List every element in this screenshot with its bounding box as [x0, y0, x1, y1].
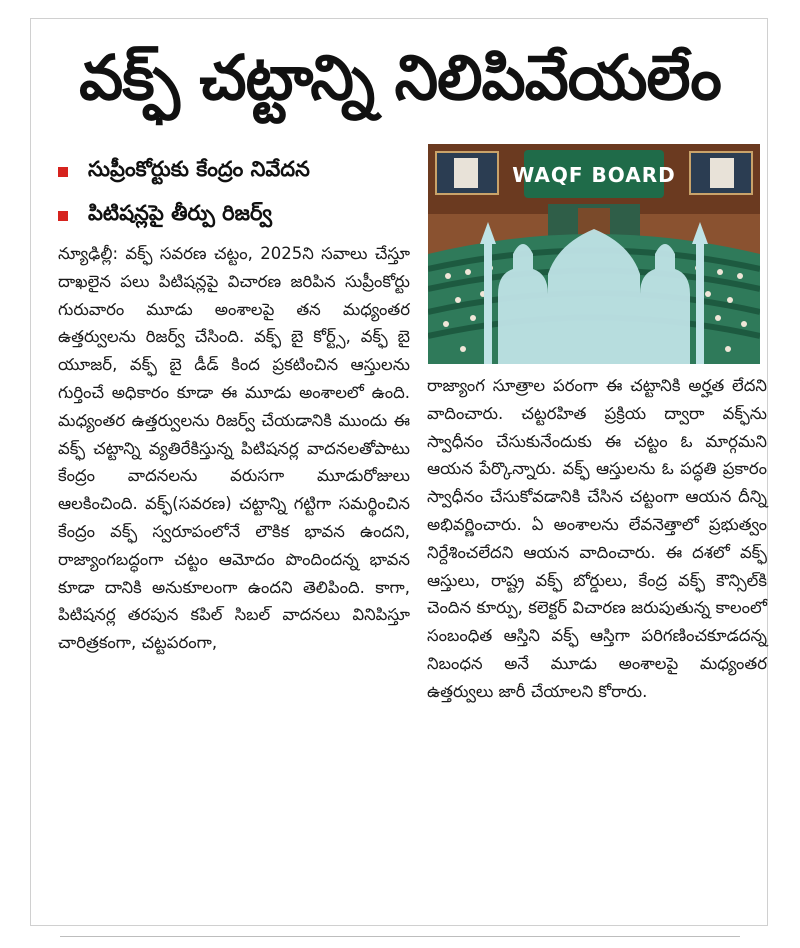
bottom-divider: [60, 936, 740, 937]
body-column-left: [58, 240, 410, 920]
sub-headline-2-text: పిటిషన్లపై తీర్పు రిజర్వ్: [88, 201, 273, 225]
sub-headline-2: [58, 194, 418, 238]
sub-headline-1-text: సుప్రీంకోర్టుకు కేంద్రం నివేదన: [88, 157, 310, 181]
parliament-photo: [428, 144, 760, 364]
parliament-illustration: [428, 144, 760, 364]
sub-headline-list: [58, 150, 418, 238]
headline: వక్ఫ్ చట్టాన్ని నిలిపివేయలేం: [79, 41, 721, 114]
sub-headline-1: [58, 150, 418, 194]
body-text-right: రాజ్యాంగ సూత్రాల పరంగా ఈ చట్టానికి అర్హత లేదని వాదించారు. చట్టరహిత ప్రక్రియ ద్వారా వక్ఫ్‌ను స్వాధీనం చేసుకునేందుకు ఈ చట్టం ఓ మార్గమని ఆయన పేర్కొన్నారు. వక్ఫ్ ఆస్తులను ఓ పద్ధతి ప్రకారం స్వాధీనం చేసుకోవడానికి చేసిన చట్టంగా ఆయన దీన్ని అభివర్ణించారు. ఏ అంశాలను లేవనెత్తాలో ప్రభుత్వం నిర్దేశించలేదని ఆయన వాదించారు. ఈ దశలో వక్ఫ్ ఆస్తులు, రాష్ట్ర వక్ఫ్ బోర్డులు, కేంద్ర వక్ఫ్ కౌన్సిల్‌కి చెందిన కూర్పు, కలెక్టర్ విచారణ జరుపుతున్న కాలంలో సంబంధిత ఆస్తిని వక్ఫ్ ఆస్తిగా పరిగణించకూడదన్న నిబంధన అనే మూడు అంశాలపై మధ్యంతర ఉత్తర్వులు జారీ చేయాలని కోరారు.: [427, 376, 767, 701]
red-square-bullet-icon: [58, 211, 68, 221]
body-text-left: న్యూఢిల్లీ: వక్ఫ్ సవరణ చట్టం, 2025ని సవాలు చేస్తూ దాఖలైన పలు పిటిషన్లపై విచారణ జరిపిన సుప్రీంకోర్టు గురువారం మూడు అంశాలపై తన మధ్యంతర ఉత్తర్వులను రిజర్వ్ చేసింది. వక్ఫ్ బై కోర్ట్స్, వక్ఫ్ బై యూజర్, వక్ఫ్ బై డీడ్ కింద ప్రకటించిన ఆస్తులను గుర్తించే అధికారం కూడా ఈ మూడు అంశాలలో ఉంది. మధ్యంతర ఉత్తర్వులను రిజర్వ్ చేయడానికి ముందు ఈ వక్ఫ్ చట్టాన్ని వ్యతిరేకిస్తున్న పిటిషనర్ల వాదనలతోపాటు కేంద్రం వాదనలను వరుసగా మూడురోజులు ఆలకించింది. వక్ఫ్(సవరణ) చట్టాన్ని గట్టిగా సమర్థించిన కేంద్రం వక్ఫ్ స్వరూపంలోనే లౌకిక భావన ఉందని, రాజ్యాంగబద్ధంగా చట్టం ఆమోదం పొందిందన్న భావన కూడా దానికి అనుకూలంగా ఉందని తెలిపింది. కాగా, పిటిషనర్ల తరపున కపిల్ సిబల్ వాదనలు వినిపిస్తూ చారిత్రకంగా, చట్టపరంగా,: [58, 244, 410, 653]
body-column-right: [427, 372, 767, 912]
banner-text: WAQF BOARD: [512, 163, 676, 187]
red-square-bullet-icon: [58, 167, 68, 177]
